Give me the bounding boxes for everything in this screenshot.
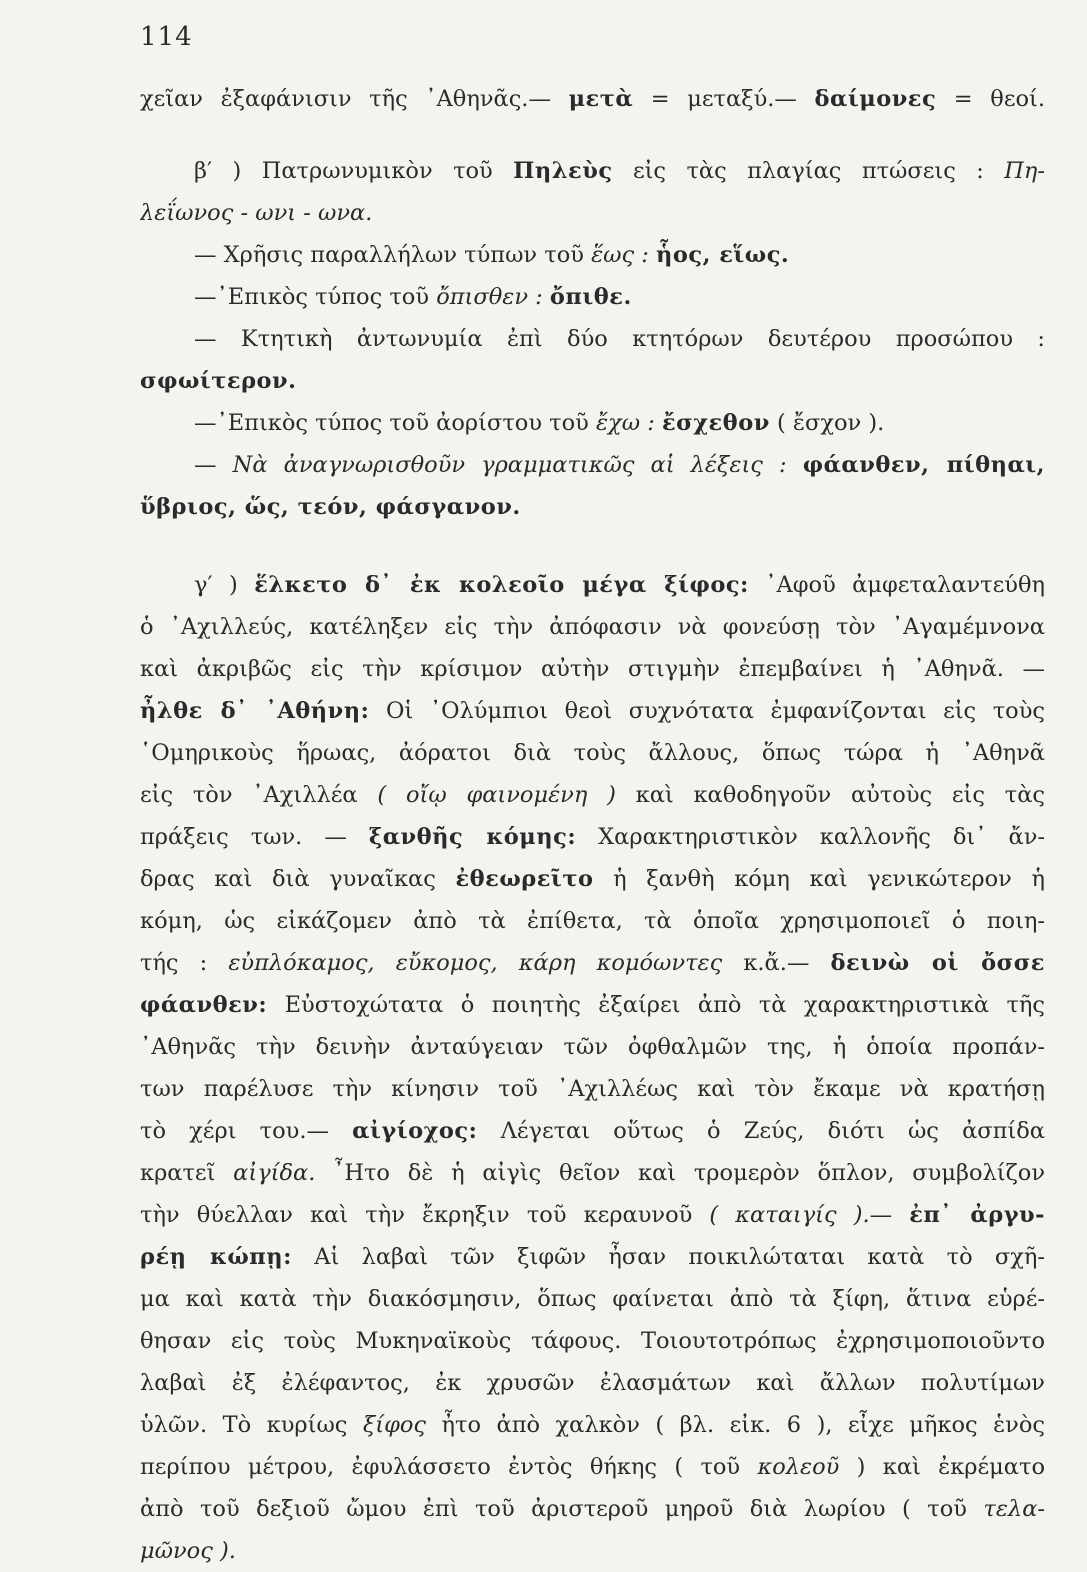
text-line: ᾿Αθηνᾶς τὴν δεινὴν ἀνταύγειαν τῶν ὀφθαλμῶν της, ἡ ὁποία προπάν- <box>140 1034 1045 1060</box>
bold-term: ὕβριος, ὥς, τεόν, φάσγανον. <box>140 494 521 520</box>
body-text <box>140 78 1045 1572</box>
bold-term: ἐθεωρεῖτο <box>455 866 594 892</box>
text-line <box>140 486 1045 528</box>
italic-text: λεΐωνος - ωνι - ωνα. <box>140 200 373 226</box>
italic-text: τελα- <box>983 1496 1045 1522</box>
bold-term: σφωίτερον. <box>140 368 297 394</box>
text-line: ἦλθε δ᾿ ᾿Αθήνη: Οἱ ᾿Ολύμπιοι θεοὶ συχνότατα ἐμφανίζονται εἰς τοὺς <box>140 698 1045 724</box>
text-line: εἰς τὸν ᾿Αχιλλέα ( οἴῳ φαινομένη ) καὶ καθοδηγοῦν αὐτοὺς εἰς τὰς <box>140 782 1045 808</box>
text-line: τὸ χέρι του.— αἰγίοχος: Λέγεται οὕτως ὁ Ζεύς, διότι ὡς ἀσπίδα <box>140 1118 1045 1144</box>
text-line: — Νὰ ἀναγνωρισθοῦν γραμματικῶς αἱ λέξεις : φάανθεν, πίθηαι, <box>194 452 1045 478</box>
italic-text: μῶνος ). <box>140 1538 236 1564</box>
bold-term: αἰγίοχος: <box>352 1118 478 1144</box>
text-line: τὴν θύελλαν καὶ τὴν ἔκρηξιν τοῦ κεραυνοῦ ( καταιγίς ).— ἐπ᾿ ἀργυ- <box>140 1202 1045 1228</box>
italic-text: ἕως : <box>591 242 649 268</box>
bold-term: ρέῃ κώπῃ: <box>140 1244 292 1270</box>
text-line: — Κτητικὴ ἀντωνυμία ἐπὶ δύο κτητόρων δευτέρου προσώπου : <box>194 326 1045 352</box>
text-line: καὶ ἀκριβῶς εἰς τὴν κρίσιμον αὐτὴν στιγμὴν ἐπεμβαίνει ἡ ᾿Αθηνᾶ. — <box>140 656 1045 682</box>
text-line: β′ ) Πατρωνυμικὸν τοῦ Πηλεὺς εἰς τὰς πλαγίας πτώσεις : Πη- <box>194 158 1045 184</box>
text-line: —᾿Επικὸς τύπος τοῦ ὄπισθεν : ὄπιθε. <box>194 284 632 310</box>
italic-text: ( οἴῳ φαινομένη ) <box>377 782 616 808</box>
bold-term: ἧος, εἵως. <box>656 242 790 268</box>
bold-term: ὄπιθε. <box>549 284 632 310</box>
text-line: φάανθεν: Εὐστοχώτατα ὁ ποιητὴς ἐξαίρει ἀπὸ τὰ χαρακτηριστικὰ τῆς <box>140 992 1045 1018</box>
text-line: ὁ ᾿Αχιλλεύς, κατέληξεν εἰς τὴν ἀπόφασιν νὰ φονεύσῃ τὸν ᾿Αγαμέμνονα <box>140 614 1045 640</box>
bold-term: φάανθεν, πίθηαι, <box>802 452 1045 478</box>
text-line: κόμη, ὡς εἰκάζομεν ἀπὸ τὰ ἐπίθετα, τὰ ὁποῖα χρησιμοποιεῖ ὁ ποιη- <box>140 908 1045 934</box>
text-line <box>140 360 1045 402</box>
text-line: ρέῃ κώπῃ: Αἱ λαβαὶ τῶν ξιφῶν ἦσαν ποικιλώταται κατὰ τὸ σχῆ- <box>140 1244 1045 1270</box>
bold-term: Πηλεὺς <box>513 158 613 184</box>
text-line: των παρέλυσε τὴν κίνησιν τοῦ ᾿Αχιλλέως καὶ τὸν ἔκαμε νὰ κρατήσῃ <box>140 1076 1045 1102</box>
italic-text: ξίφος <box>362 1412 427 1438</box>
text-line: θησαν εἰς τοὺς Μυκηναϊκοὺς τάφους. Τοιουτοτρόπως ἐχρησιμοποιοῦντο <box>140 1328 1045 1354</box>
text-line: — Χρῆσις παραλλήλων τύπων τοῦ ἕως : ἧος, εἵως. <box>194 242 790 268</box>
italic-text: ἔχω : <box>595 410 655 436</box>
italic-text: κολεοῦ <box>757 1454 840 1480</box>
text-line <box>140 1530 1045 1572</box>
bold-term: ξανθῆς κόμης: <box>368 824 577 850</box>
text-line: μα καὶ κατὰ τὴν διακόσμησιν, ὅπως φαίνεται ἀπὸ τὰ ξίφη, ἅτινα εὑρέ- <box>140 1286 1045 1312</box>
text-line: χεῖαν ἐξαφάνισιν τῆς ᾿Αθηνᾶς.— μετὰ = μεταξύ.— δαίμονες = θεοί. <box>140 86 1045 112</box>
page-number: 114 <box>140 22 193 52</box>
italic-text: Νὰ ἀναγνωρισθοῦν γραμματικῶς αἱ λέξεις : <box>232 452 787 478</box>
bold-term: δεινὼ οἱ ὄσσε <box>830 950 1045 976</box>
bold-term: δαίμονες <box>814 86 937 112</box>
text-line <box>140 192 1045 234</box>
text-line: ῾Ομηρικοὺς ἥρωας, ἀόρατοι διὰ τοὺς ἄλλους, ὅπως τώρα ἡ ᾿Αθηνᾶ <box>140 740 1045 766</box>
bold-term: μετὰ <box>568 86 634 112</box>
text-line: ὑλῶν. Τὸ κυρίως ξίφος ἦτο ἀπὸ χαλκὸν ( βλ. εἰκ. 6 ), εἶχε μῆκος ἑνὸς <box>140 1412 1045 1438</box>
text-line: λαβαὶ ἐξ ἐλέφαντος, ἐκ χρυσῶν ἐλασμάτων καὶ ἄλλων πολυτίμων <box>140 1370 1045 1396</box>
bold-term: ἕλκετο δ᾿ ἐκ κολεοῖο μέγα ξίφος: <box>254 572 749 598</box>
text-line: τής : εὐπλόκαμος, εὔκομος, κάρη κομόωντες κ.ἄ.— δεινὼ οἱ ὄσσε <box>140 950 1045 976</box>
italic-text: εὐπλόκαμος, εὔκομος, κάρη κομόωντες <box>228 950 723 976</box>
text-line: —᾿Επικὸς τύπος τοῦ ἀορίστου τοῦ ἔχω : ἔσχεθον ( ἔσχον ). <box>194 410 885 436</box>
bold-term: ἦλθε δ᾿ ᾿Αθήνη: <box>140 698 370 724</box>
text-line: γ′ ) ἕλκετο δ᾿ ἐκ κολεοῖο μέγα ξίφος: ᾿Αφοῦ ἀμφεταλαντεύθη <box>194 572 1045 598</box>
text-line: δρας καὶ διὰ γυναῖκας ἐθεωρεῖτο ἡ ξανθὴ κόμη καὶ γενικώτερον ἡ <box>140 866 1045 892</box>
bold-term: ἐπ᾿ ἀργυ- <box>909 1202 1045 1228</box>
italic-text: ὄπισθεν : <box>436 284 543 310</box>
text-line: περίπου μέτρου, ἐφυλάσσετο ἐντὸς θήκης ( τοῦ κολεοῦ ) καὶ ἐκρέματο <box>140 1454 1045 1480</box>
italic-text: ( καταιγίς ). <box>709 1202 870 1228</box>
italic-text: Πη- <box>1004 158 1045 184</box>
bold-term: φάανθεν: <box>140 992 268 1018</box>
text-line: ἀπὸ τοῦ δεξιοῦ ὤμου ἐπὶ τοῦ ἀριστεροῦ μηροῦ διὰ λωρίου ( τοῦ τελα- <box>140 1496 1045 1522</box>
text-line: πράξεις των. — ξανθῆς κόμης: Χαρακτηριστικὸν καλλονῆς δι᾿ ἄν- <box>140 824 1045 850</box>
bold-term: ἔσχεθον <box>661 410 770 436</box>
text-line: κρατεῖ αἰγίδα. ῏Ητο δὲ ἡ αἰγὶς θεῖον καὶ τρομερὸν ὅπλον, συμβολίζον <box>140 1160 1045 1186</box>
italic-text: αἰγίδα. <box>233 1160 316 1186</box>
